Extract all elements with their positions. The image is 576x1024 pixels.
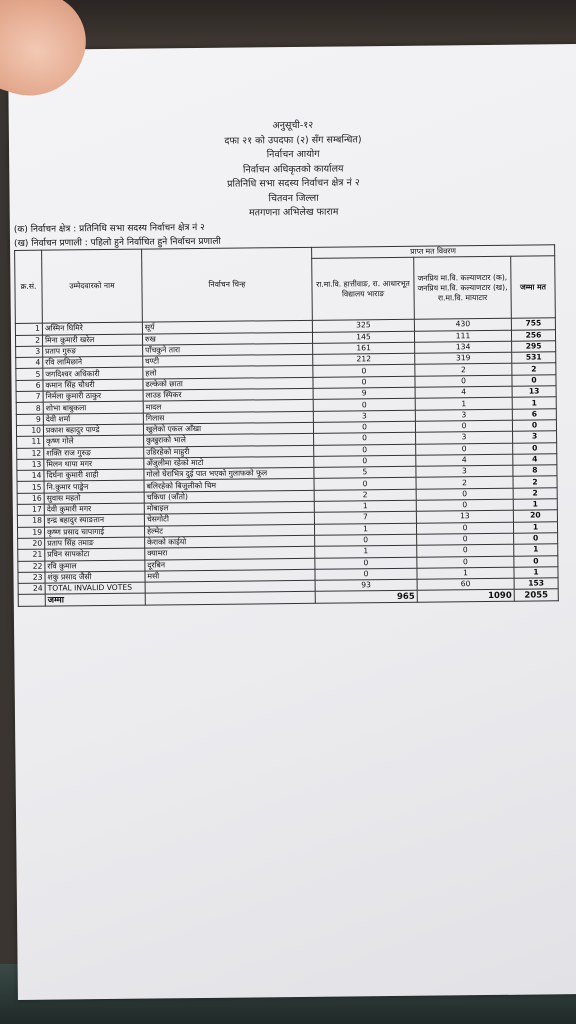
- row-total-votes: 13: [512, 386, 556, 398]
- row-total-votes: 1: [513, 499, 557, 511]
- row-booth-1-votes: 0: [313, 376, 415, 388]
- row-serial-number: 11: [17, 436, 44, 448]
- row-serial-number: 13: [17, 459, 44, 471]
- row-booth-1-votes: 7: [314, 512, 416, 524]
- row-candidate-name: देवी कुमारी मगर: [44, 503, 144, 515]
- row-candidate-name: रवि लामिछाने: [43, 356, 143, 368]
- grand-total-votes: 2055: [514, 589, 558, 601]
- grand-total-label: जम्मा: [45, 594, 145, 606]
- row-election-symbol: क्यामरा: [145, 547, 315, 560]
- row-booth-1-votes: 2: [314, 489, 416, 501]
- row-candidate-name: अस्मिन घिमिरे: [42, 322, 142, 334]
- row-candidate-name: जगदिश्वर अधिकारी: [43, 368, 143, 380]
- row-booth-1-votes: 3: [313, 410, 415, 422]
- document-header: [9, 116, 576, 223]
- header-line: अनुसूची-१२: [272, 119, 314, 132]
- row-serial-number: 17: [17, 504, 44, 516]
- row-booth-2-votes: 2: [416, 477, 513, 489]
- row-total-votes: 1: [514, 567, 558, 579]
- row-serial-number: 21: [18, 549, 45, 561]
- row-booth-1-votes: 0: [313, 365, 415, 377]
- row-booth-1-votes: 0: [313, 399, 415, 411]
- row-serial-number: 1: [15, 323, 42, 335]
- row-candidate-name: TOTAL INVALID VOTES: [45, 582, 145, 594]
- row-booth-1-votes: 1: [314, 500, 416, 512]
- row-booth-2-votes: 111: [414, 330, 511, 342]
- header-booth-2: जनप्रिय मा.वि. कल्याणटार (क), जनप्रिय मा.वि. कल्याणटार (ख), रा.मा.वि. मायाटार: [414, 257, 512, 320]
- row-total-votes: 6: [512, 408, 556, 420]
- row-election-symbol: गोलो घेराभित्र दुई पात भएको गुलाफको फूल: [144, 467, 314, 480]
- row-candidate-name: रवि कुमाल: [45, 560, 145, 572]
- row-booth-2-votes: 3: [415, 409, 512, 421]
- row-election-symbol: चेसगोटी: [144, 513, 314, 526]
- vote-count-table: [14, 244, 559, 606]
- row-booth-1-votes: 212: [313, 353, 415, 365]
- row-booth-2-votes: 0: [415, 375, 512, 387]
- header-line: चितवन जिल्ला: [268, 192, 319, 204]
- row-booth-1-votes: 0: [315, 557, 417, 569]
- row-election-symbol: हलो: [143, 366, 313, 379]
- row-serial-number: 8: [16, 403, 43, 415]
- row-candidate-name: शंकु प्रसाद जैसी: [45, 571, 145, 583]
- header-line: निर्वाचन आयोग: [266, 148, 320, 161]
- header-serial-number: क्र.सं.: [15, 250, 43, 324]
- row-election-symbol: मादल: [143, 400, 313, 413]
- row-election-symbol: अँजुलीमा रहेको माटो: [144, 456, 314, 469]
- row-booth-1-votes: 1: [315, 545, 417, 557]
- row-booth-2-votes: 0: [416, 443, 513, 455]
- row-total-votes: 1: [513, 521, 557, 533]
- row-serial-number: 2: [15, 335, 42, 347]
- row-election-symbol: उडिरहेको माहुरी: [144, 445, 314, 458]
- row-serial-number: 5: [16, 369, 43, 381]
- row-candidate-name: प्रताप गुरुङ: [43, 345, 143, 357]
- row-serial-number: 12: [17, 448, 44, 460]
- row-booth-2-votes: 0: [416, 499, 513, 511]
- row-election-symbol: चकिया (जाँतो): [144, 490, 314, 503]
- row-booth-1-votes: 1: [314, 523, 416, 535]
- grand-total-cell-sn: [18, 595, 45, 607]
- row-total-votes: 0: [514, 533, 558, 545]
- row-election-symbol: ढल्केको छाता: [143, 377, 313, 390]
- row-candidate-name: मिना कुमारी खरेल: [42, 334, 142, 346]
- row-serial-number: 4: [16, 357, 43, 369]
- row-total-votes: 755: [511, 318, 555, 330]
- row-total-votes: 8: [513, 465, 557, 477]
- row-serial-number: 7: [16, 391, 43, 403]
- document-paper: [8, 44, 576, 1000]
- row-booth-2-votes: 60: [417, 578, 514, 590]
- row-total-votes: 0: [514, 555, 558, 567]
- row-total-votes: 531: [512, 352, 556, 364]
- header-votes-received: प्राप्त मत विवरण: [312, 245, 555, 259]
- row-serial-number: 23: [18, 572, 45, 584]
- row-booth-1-votes: 0: [313, 421, 415, 433]
- header-line: निर्वाचन अधिकृतको कार्यालय: [242, 162, 344, 176]
- row-booth-1-votes: 0: [314, 433, 416, 445]
- row-election-symbol: गिलास: [143, 411, 313, 424]
- row-booth-2-votes: 134: [415, 341, 512, 353]
- row-booth-2-votes: 0: [417, 556, 514, 568]
- row-serial-number: 16: [17, 493, 44, 505]
- row-serial-number: 6: [16, 380, 43, 392]
- row-candidate-name: नि.कुमार पाङ्खेन: [44, 481, 144, 493]
- row-booth-2-votes: 0: [417, 533, 514, 545]
- row-booth-1-votes: 145: [312, 331, 414, 343]
- row-booth-1-votes: 0: [314, 444, 416, 456]
- row-election-symbol: दूरबिन: [145, 558, 315, 571]
- constituency-line: (क) निर्वाचन क्षेत्र : प्रतिनिधि सभा सदस्य निर्वाचन क्षेत्र नं २: [13, 222, 205, 235]
- row-booth-2-votes: 0: [416, 522, 513, 534]
- row-candidate-name: कमान सिंह चौधरी: [43, 379, 143, 391]
- row-booth-1-votes: 9: [313, 387, 415, 399]
- row-total-votes: 2: [512, 363, 556, 375]
- row-booth-1-votes: 0: [315, 534, 417, 546]
- row-booth-2-votes: 4: [415, 386, 512, 398]
- row-booth-2-votes: 4: [416, 454, 513, 466]
- row-serial-number: 9: [16, 414, 43, 426]
- header-election-symbol: निर्वाचन चिन्ह: [142, 247, 313, 322]
- row-election-symbol: केराको काईयो: [145, 535, 315, 548]
- row-booth-2-votes: 0: [417, 544, 514, 556]
- row-booth-2-votes: 3: [416, 465, 513, 477]
- row-booth-2-votes: 430: [414, 319, 511, 331]
- header-line: मतगणना अभिलेख फाराम: [248, 206, 339, 219]
- row-election-symbol: मोबाइल: [144, 501, 314, 514]
- row-total-votes: 0: [512, 375, 556, 387]
- header-candidate-name: उम्मेदवारको नाम: [42, 249, 143, 323]
- row-candidate-name: दिर्घना कुमारी शाही: [44, 469, 144, 481]
- row-candidate-name: कृष्ण गोले: [44, 435, 144, 447]
- row-total-votes: 3: [513, 431, 557, 443]
- row-candidate-name: प्रकाश बहादुर पाण्डे: [43, 424, 143, 436]
- grand-total-booth-1: 965: [315, 591, 417, 603]
- header-booth-1: रा.मा.वि. हात्तीवाङ, रा. आधारभूत विद्यालय भाराङ: [312, 258, 415, 321]
- system-line: (ख) निर्वाचन प्रणाली : पहिलो हुने निर्वाचित हुने निर्वाचन प्रणाली: [13, 236, 221, 249]
- row-total-votes: 1: [512, 397, 556, 409]
- row-serial-number: 24: [18, 583, 45, 595]
- row-election-symbol: बलिरहेको बिजुलीको चिम: [144, 479, 314, 492]
- row-election-symbol: घण्टी: [143, 355, 313, 368]
- row-election-symbol: पाँचकुने तारा: [143, 343, 313, 356]
- row-total-votes: 0: [513, 442, 557, 454]
- row-serial-number: 10: [16, 425, 43, 437]
- row-booth-2-votes: 0: [415, 420, 512, 432]
- row-candidate-name: प्रविन सापकोटा: [45, 548, 145, 560]
- row-election-symbol: लाउड स्पिकर: [143, 388, 313, 401]
- row-total-votes: 1: [514, 544, 558, 556]
- row-booth-1-votes: 93: [315, 579, 417, 591]
- header-line: दफा २१ को उपदफा (२) सँग सम्बन्धित): [224, 133, 362, 147]
- row-total-votes: 295: [512, 341, 556, 353]
- row-booth-1-votes: 0: [315, 568, 417, 580]
- row-election-symbol: सूर्य: [142, 321, 312, 334]
- row-serial-number: 19: [17, 527, 44, 539]
- row-booth-2-votes: 13: [416, 511, 513, 523]
- row-booth-1-votes: 325: [312, 320, 414, 332]
- row-total-votes: 2: [513, 488, 557, 500]
- header-total-votes: जम्मा मत: [511, 256, 556, 318]
- row-serial-number: 20: [18, 538, 45, 550]
- row-candidate-name: देवी शर्मा: [43, 413, 143, 425]
- row-booth-1-votes: 0: [314, 455, 416, 467]
- row-candidate-name: कृष्ण प्रसाद चापागाई: [44, 526, 144, 538]
- row-total-votes: 2: [513, 476, 557, 488]
- row-total-votes: 4: [513, 454, 557, 466]
- row-booth-2-votes: 1: [417, 567, 514, 579]
- row-election-symbol: हेल्मेट: [144, 524, 314, 537]
- row-serial-number: 14: [17, 470, 44, 482]
- header-line: प्रतिनिधि सभा सदस्य निर्वाचन क्षेत्र नं २: [227, 177, 360, 190]
- row-booth-1-votes: 0: [314, 478, 416, 490]
- row-total-votes: 256: [511, 329, 555, 341]
- row-booth-2-votes: 3: [416, 432, 513, 444]
- row-serial-number: 18: [17, 515, 44, 527]
- row-total-votes: 153: [514, 578, 558, 590]
- row-election-symbol: रुख: [142, 332, 312, 345]
- row-candidate-name: मिलन थापा मगर: [44, 458, 144, 470]
- row-candidate-name: शोभा बाबुकला: [43, 401, 143, 413]
- row-election-symbol: मसी: [145, 569, 315, 582]
- row-serial-number: 22: [18, 561, 45, 573]
- grand-total-cell-symbol: [145, 592, 315, 605]
- row-booth-2-votes: 2: [415, 364, 512, 376]
- grand-total-booth-2: 1090: [417, 590, 514, 602]
- row-booth-2-votes: 0: [416, 488, 513, 500]
- row-election-symbol: कुखुराको भाले: [144, 434, 314, 447]
- row-booth-2-votes: 319: [415, 352, 512, 364]
- row-booth-1-votes: 5: [314, 466, 416, 478]
- row-candidate-name: शक्ति राज गुरुङ: [44, 447, 144, 459]
- row-total-votes: 0: [512, 420, 556, 432]
- row-serial-number: 3: [16, 346, 43, 358]
- row-candidate-name: प्रताप सिंह तमाङ: [45, 537, 145, 549]
- row-candidate-name: इन्द्र बहादुर स्याङतान: [44, 514, 144, 526]
- row-election-symbol: खुलेको एकल आँखा: [143, 422, 313, 435]
- row-candidate-name: निर्मला कुमारी ठाकुर: [43, 390, 143, 402]
- row-booth-2-votes: 1: [415, 398, 512, 410]
- row-candidate-name: सुवास महतो: [44, 492, 144, 504]
- row-total-votes: 20: [513, 510, 557, 522]
- row-booth-1-votes: 161: [313, 342, 415, 354]
- row-serial-number: 15: [17, 482, 44, 494]
